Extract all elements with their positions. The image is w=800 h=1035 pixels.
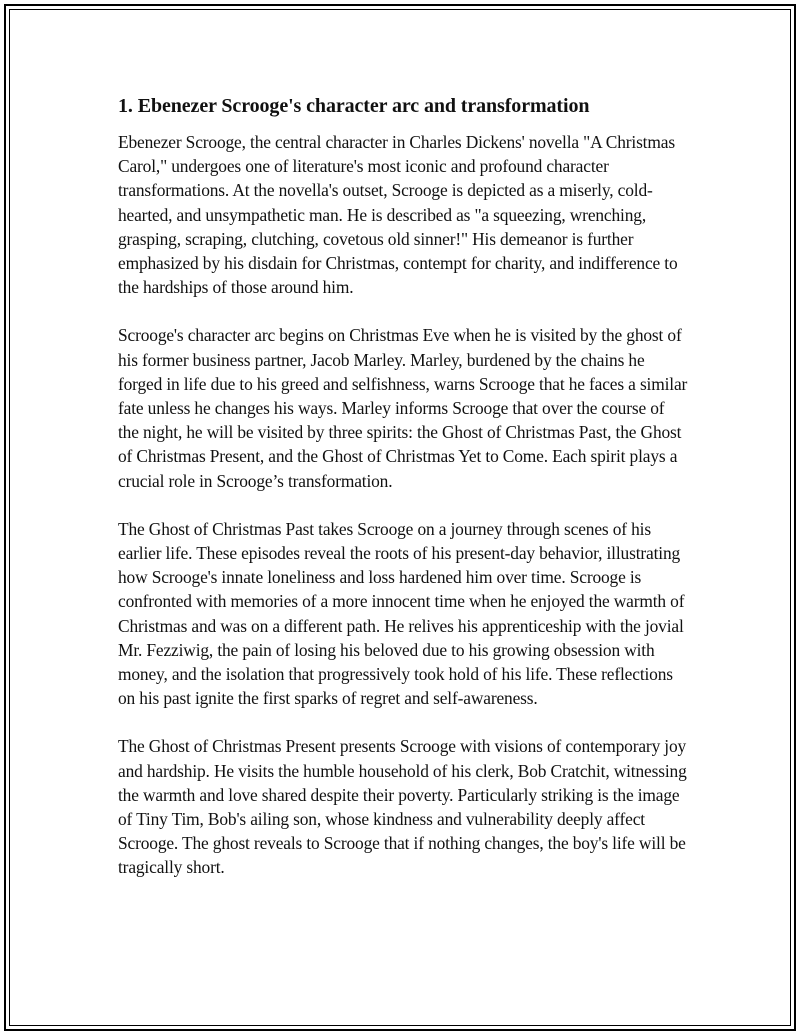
document-body — [118, 92, 688, 904]
paragraph-3: The Ghost of Christmas Past takes Scrooge on a journey through scenes of his earlier life. These episodes reveal the roots of his present-day behavior, illustrating how Scrooge's innate loneliness and loss hardened him over time. Scrooge is confronted with memories of a more innocent time when he enjoyed the warmth of Christmas and was on a different path. He relives his apprenticeship with the jovial Mr. Fezziwig, the pain of losing his beloved due to his growing obsession with money, and the isolation that progressively took hold of his life. These reflections on his past ignite the first sparks of regret and self-awareness. — [118, 518, 685, 709]
paragraph-1: Ebenezer Scrooge, the central character in Charles Dickens' novella "A Christmas Carol," undergoes one of literature's most iconic and profound character transformations. At the novella's outset, Scrooge is depicted as a miserly, cold-hearted, and unsympathetic man. He is described as "a squeezing, wrenching, grasping, scraping, clutching, covetous old sinner!" His demeanor is further emphasized by his disdain for Christmas, contempt for charity, and indifference to the hardships of those around him. — [118, 132, 678, 298]
paragraph-2: Scrooge's character arc begins on Christmas Eve when he is visited by the ghost of his former business partner, Jacob Marley. Marley, burdened by the chains he forged in life due to his greed and selfishness, warns Scrooge that he faces a similar fate unless he changes his ways. Marley informs Scrooge that over the course of the night, he will be visited by three spirits: the Ghost of Christmas Past, the Ghost of Christmas Present, and the Ghost of Christmas Yet to Come. Each spirit plays a crucial role in Scrooge’s transformation. — [118, 325, 688, 491]
paragraph-4: The Ghost of Christmas Present presents Scrooge with visions of contemporary joy and hardship. He visits the humble household of his clerk, Bob Cratchit, witnessing the warmth and love shared despite their poverty. Particularly striking is the image of Tiny Tim, Bob's ailing son, whose kindness and vulnerability deeply affect Scrooge. The ghost reveals to Scrooge that if nothing changes, the boy's life will be tragically short. — [118, 736, 687, 878]
section-heading: 1. Ebenezer Scrooge's character arc and transformation — [118, 95, 590, 117]
